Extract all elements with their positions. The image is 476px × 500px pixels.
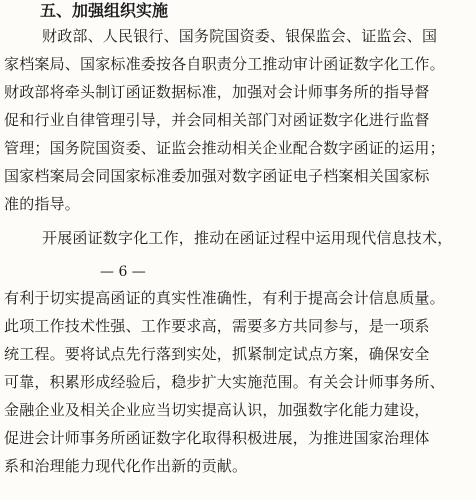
- text-line: 家档案局、国家标准委按各自职责分工推动审计函证数字化工作。: [4, 55, 445, 73]
- text-line: 国家档案局会同国家标准委加强对数字函证电子档案相关国家标: [4, 167, 430, 185]
- text-line: 此项工作技术性强、工作要求高，需要多方共同参与，是一项系: [4, 317, 430, 335]
- paragraph-responsibilities: [4, 22, 445, 218]
- text-line: 管理；国务院国资委、证监会推动相关企业配合数字函证的运用；: [4, 139, 445, 157]
- section-heading: 五、加强组织实施: [40, 1, 169, 20]
- text-line: 促进会计师事务所函证数字化取得积极进展，为推进国家治理体: [4, 429, 430, 447]
- paragraph-intro: [4, 224, 452, 252]
- text-line: 财政部、人民银行、国务院国资委、银保监会、证监会、国: [42, 27, 438, 45]
- page-number: — 6 —: [100, 264, 146, 280]
- text-line: 可靠，积累形成经验后，稳步扩大实施范围。有关会计师事务所、: [4, 373, 445, 391]
- text-line: 财政部将牵头制订函证数据标准，加强对会计师事务所的指导督: [4, 83, 430, 101]
- text-line: 促和行业自律管理引导，并会同相关部门对函证数字化进行监督: [4, 111, 430, 129]
- text-line: 系和治理能力现代化作出新的贡献。: [4, 457, 248, 475]
- text-line: 准的指导。: [4, 195, 81, 213]
- text-line: 金融企业及相关企业应当切实提高认识，加强数字化能力建设，: [4, 401, 430, 419]
- text-line: 开展函证数字化工作，推动在函证过程中运用现代信息技术，: [42, 229, 453, 247]
- paragraph-benefits: [4, 284, 445, 480]
- text-line: 有利于切实提高函证的真实性准确性，有利于提高会计信息质量。: [4, 289, 445, 307]
- text-line: 统工程。要将试点先行落到实处，抓紧制定试点方案，确保安全: [4, 345, 430, 363]
